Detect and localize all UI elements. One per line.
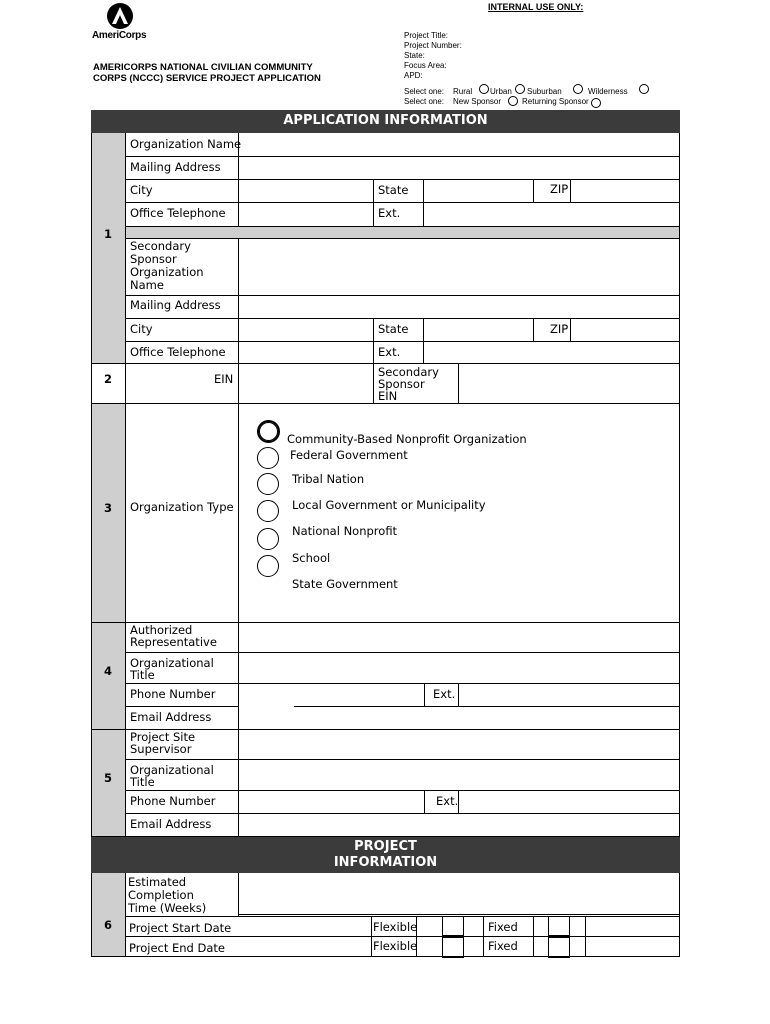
end-fixed-label: Fixed (488, 939, 518, 953)
email-label: Email Address (130, 710, 212, 724)
select-sponsor-prefix: Select one: (404, 97, 445, 106)
city-2-label: City (130, 322, 153, 336)
org-title-2-label: Organizational Title (130, 763, 214, 789)
start-fixed-checkbox[interactable] (548, 916, 570, 936)
ext-label: Ext. (378, 206, 401, 220)
site-supervisor-label: Project Site Supervisor (130, 730, 196, 756)
row-line (238, 914, 680, 915)
ein-label: EIN (214, 372, 234, 386)
suburban-radio[interactable] (573, 84, 583, 94)
flex-col-line (371, 916, 372, 956)
org-name-label: Organization Name (130, 137, 242, 151)
state-value-line-2 (423, 318, 424, 363)
secondary-ein-label: Secondary Sponsor EIN (378, 365, 439, 403)
wilderness-label: Wilderness (588, 87, 628, 96)
phone-label: Phone Number (130, 687, 216, 701)
select-area-prefix: Select one: (404, 87, 445, 96)
row-line (125, 683, 680, 684)
office-phone-2-label: Office Telephone (130, 345, 226, 359)
urban-label: Urban (490, 87, 512, 96)
tribal-nation-label: Tribal Nation (292, 472, 365, 486)
phone-2-label: Phone Number (130, 794, 216, 808)
start-date-label: Project Start Date (129, 921, 232, 935)
number-col-border-6 (125, 873, 126, 956)
city-label: City (130, 183, 153, 197)
project-title-label: Project Title: (404, 31, 449, 40)
wilderness-radio[interactable] (639, 84, 649, 94)
fixed-col-line (483, 916, 484, 956)
email-2-label: Email Address (130, 817, 212, 831)
section-number-4: 4 (103, 664, 112, 678)
zip-value-line-2 (570, 318, 571, 341)
zip-label: ZIP (550, 182, 569, 196)
section-number-2: 2 (103, 372, 112, 386)
project-info-header: PROJECT INFORMATION (91, 837, 680, 873)
state-label: State: (404, 51, 425, 60)
state-label: State (378, 183, 409, 197)
state-government-label: State Government (292, 577, 398, 591)
end-flexible-checkbox[interactable] (442, 937, 464, 958)
fixed-box-line (533, 916, 534, 956)
fixed-end-line (585, 916, 586, 956)
sec-ein-col-line (373, 363, 374, 403)
ext-2-label: Ext. (378, 345, 401, 359)
section-6-bar (91, 873, 125, 956)
org-title-label: Organizational Title (130, 656, 214, 682)
start-fixed-label: Fixed (488, 920, 518, 934)
federal-government-radio[interactable] (257, 447, 279, 469)
section-number-5: 5 (103, 771, 112, 785)
federal-government-label: Federal Government (290, 448, 408, 462)
row-line (125, 652, 680, 653)
ext-col-line-2 (424, 790, 425, 813)
auth-rep-label: Authorized Representative (130, 623, 217, 649)
table-border-left-6 (91, 873, 92, 956)
zip-value-line (570, 179, 571, 202)
ext-3-label: Ext. (433, 687, 456, 701)
local-government-radio[interactable] (257, 500, 279, 522)
label-col-border-b (238, 238, 239, 837)
section-1-bar (91, 133, 125, 363)
section-1-divider (125, 226, 680, 238)
application-info-header: APPLICATION INFORMATION (91, 110, 680, 133)
start-flexible-label: Flexible (373, 920, 418, 934)
zip-2-label: ZIP (550, 322, 569, 336)
returning-sponsor-label: Returning Sponsor (522, 97, 589, 106)
ext-col-line (424, 683, 425, 706)
suburban-label: Suburban (527, 87, 562, 96)
office-phone-label: Office Telephone (130, 206, 226, 220)
row-line (125, 936, 680, 937)
form-title: AMERICORPS NATIONAL CIVILIAN COMMUNITY CORPS (NCCC) SERVICE PROJECT APPLICATION (93, 62, 321, 84)
row-line (125, 706, 239, 707)
row-line (125, 179, 680, 180)
focus-area-label: Focus Area: (404, 61, 447, 70)
secondary-sponsor-org-label: Secondary Sponsor Organization Name (130, 239, 204, 292)
rural-radio[interactable] (479, 84, 489, 94)
label-col-border-6 (238, 873, 239, 916)
national-nonprofit-radio[interactable] (257, 528, 279, 550)
end-fixed-checkbox[interactable] (548, 937, 570, 958)
new-sponsor-radio[interactable] (508, 96, 518, 106)
row-line (125, 790, 680, 791)
row-line (125, 202, 680, 203)
row-line (91, 403, 680, 404)
row-line (125, 318, 680, 319)
state-2-label: State (378, 322, 409, 336)
internal-use-label: INTERNAL USE ONLY: (488, 2, 584, 12)
start-flexible-checkbox[interactable] (442, 916, 464, 936)
row-line (125, 916, 680, 917)
urban-radio[interactable] (515, 84, 525, 94)
returning-sponsor-radio[interactable] (591, 98, 601, 108)
community-nonprofit-radio-inner (259, 422, 278, 441)
row-line (91, 363, 680, 364)
section-number-6: 6 (103, 918, 112, 932)
school-label: School (292, 551, 331, 565)
community-nonprofit-label: Community-Based Nonprofit Organization (287, 432, 527, 446)
internal-fields (404, 31, 462, 81)
rural-label: Rural (453, 87, 473, 96)
ext-value-line (458, 683, 459, 706)
row-line (125, 813, 680, 814)
end-flexible-label: Flexible (373, 939, 418, 953)
state-col-line-2 (373, 318, 374, 363)
apd-label: APD: (404, 71, 423, 80)
section-number-3: 3 (103, 501, 112, 515)
mailing-address-label: Mailing Address (130, 160, 221, 174)
project-number-label: Project Number: (404, 41, 462, 50)
row-line (294, 706, 680, 707)
row-line (125, 295, 680, 296)
tribal-nation-radio[interactable] (257, 473, 279, 495)
americorps-logo-icon (106, 2, 134, 30)
school-radio[interactable] (257, 555, 279, 577)
mailing-address-2-label: Mailing Address (130, 298, 221, 312)
row-line (125, 226, 680, 227)
row-line (125, 341, 680, 342)
ext-4-label: Ext. (436, 794, 459, 808)
local-government-label: Local Government or Municipality (292, 498, 486, 512)
zip-col-line-2 (533, 318, 534, 341)
logo-text: AmeriCorps (92, 30, 147, 41)
end-date-label: Project End Date (129, 941, 225, 955)
state-col-line (373, 179, 374, 226)
row-line (91, 956, 680, 957)
national-nonprofit-label: National Nonprofit (292, 524, 398, 538)
row-line (125, 156, 680, 157)
org-type-label: Organization Type (130, 500, 234, 514)
row-line (125, 238, 680, 239)
section-number-1: 1 (103, 227, 112, 241)
zip-col-line (533, 179, 534, 202)
row-line (125, 759, 680, 760)
est-completion-label: Estimated Completion Time (Weeks) (128, 875, 207, 915)
sec-ein-value-line (458, 363, 459, 403)
table-border-left (91, 133, 92, 837)
state-value-line (423, 179, 424, 226)
new-sponsor-label: New Sponsor (453, 97, 502, 106)
